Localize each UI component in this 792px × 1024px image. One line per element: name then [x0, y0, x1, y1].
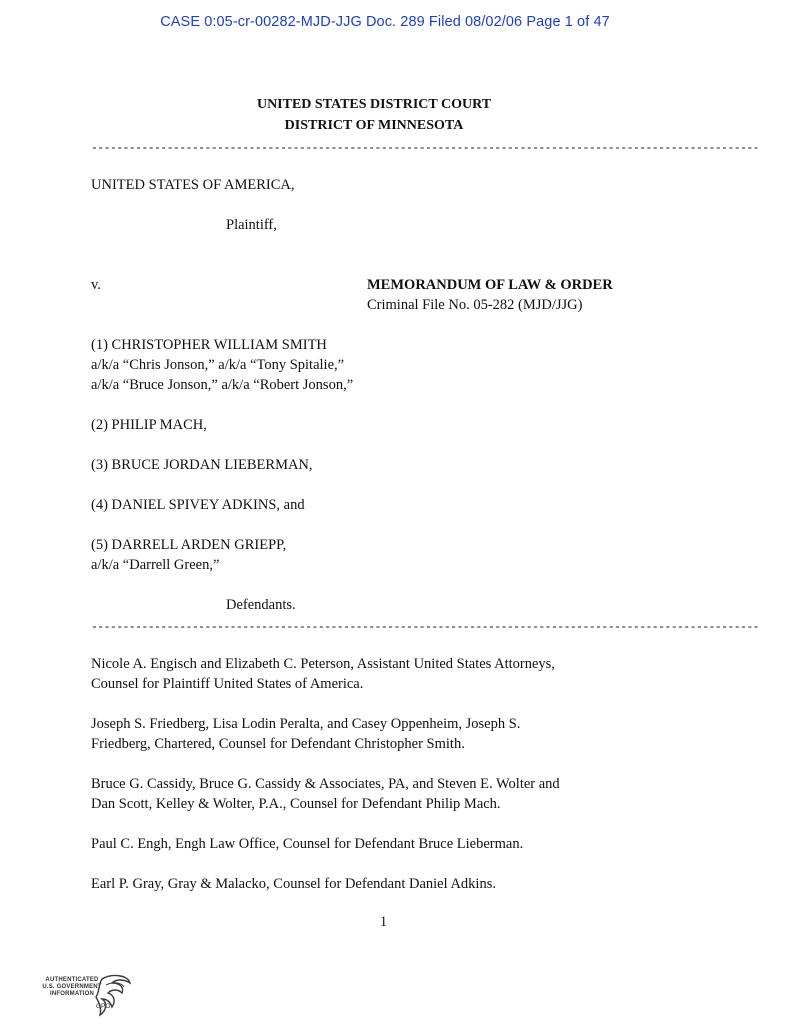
court-heading	[91, 94, 657, 136]
defendant-3: (3) BRUCE JORDAN LIEBERMAN,	[91, 457, 313, 473]
gpo-eagle-icon	[94, 973, 134, 1017]
plaintiff-name: UNITED STATES OF AMERICA,	[91, 177, 295, 193]
counsel-adkins: Earl P. Gray, Gray & Malacko, Counsel for Defendant Daniel Adkins.	[91, 876, 496, 892]
counsel-line: Counsel for Plaintiff United States of America.	[91, 676, 364, 692]
counsel-line: Joseph S. Friedberg, Lisa Lodin Peralta, and Casey Oppenheim, Joseph S.	[91, 716, 521, 732]
counsel-mach	[91, 774, 657, 814]
defendant-5	[91, 535, 657, 575]
counsel-smith	[91, 714, 657, 754]
criminal-file-number: Criminal File No. 05-282 (MJD/JJG)	[367, 297, 583, 313]
top-divider: ----------------------------------------------------------------------------------------------------------	[91, 142, 759, 155]
court-name: UNITED STATES DISTRICT COURT	[256, 97, 492, 112]
defendant-1-alias: a/k/a “Chris Jonson,” a/k/a “Tony Spitalie,”	[91, 357, 345, 373]
defendant-2: (2) PHILIP MACH,	[91, 417, 207, 433]
plaintiff-role: Plaintiff,	[226, 217, 277, 233]
counsel-line: Dan Scott, Kelley & Wolter, P.A., Counsel for Defendant Philip Mach.	[91, 796, 501, 812]
gpo-seal-line: U.S. GOVERNMENT	[42, 984, 102, 990]
page-number: 1	[379, 914, 388, 930]
defendant-4: (4) DANIEL SPIVEY ADKINS, and	[91, 497, 305, 513]
counsel-line: Friedberg, Chartered, Counsel for Defendant Christopher Smith.	[91, 736, 465, 752]
defendants-role: Defendants.	[226, 597, 296, 613]
gpo-seal-line: AUTHENTICATED	[45, 977, 99, 983]
court-district: DISTRICT OF MINNESOTA	[284, 118, 464, 133]
gpo-seal-line: INFORMATION	[49, 991, 95, 997]
defendant-5-name: (5) DARRELL ARDEN GRIEPP,	[91, 537, 287, 553]
defendant-1	[91, 335, 657, 395]
counsel-line: Bruce G. Cassidy, Bruce G. Cassidy & Associates, PA, and Steven E. Wolter and	[91, 776, 560, 792]
bottom-divider: ----------------------------------------------------------------------------------------------------------	[91, 621, 759, 634]
counsel-plaintiff	[91, 654, 657, 694]
defendant-1-name: (1) CHRISTOPHER WILLIAM SMITH	[91, 337, 327, 353]
counsel-line: Nicole A. Engisch and Elizabeth C. Peterson, Assistant United States Attorneys,	[91, 656, 555, 672]
gpo-authentication-seal	[40, 973, 140, 1017]
counsel-lieberman: Paul C. Engh, Engh Law Office, Counsel for Defendant Bruce Lieberman.	[91, 836, 524, 852]
case-header-stamp: CASE 0:05-cr-00282-MJD-JJG Doc. 289 Filed 08/02/06 Page 1 of 47	[160, 14, 610, 30]
versus: v.	[91, 277, 101, 293]
defendant-5-alias: a/k/a “Darrell Green,”	[91, 557, 220, 573]
memo-title: MEMORANDUM OF LAW & ORDER	[367, 277, 613, 293]
defendant-1-alias-2: a/k/a “Bruce Jonson,” a/k/a “Robert Jonson,”	[91, 377, 354, 393]
gpo-label: GPO	[96, 1003, 111, 1010]
